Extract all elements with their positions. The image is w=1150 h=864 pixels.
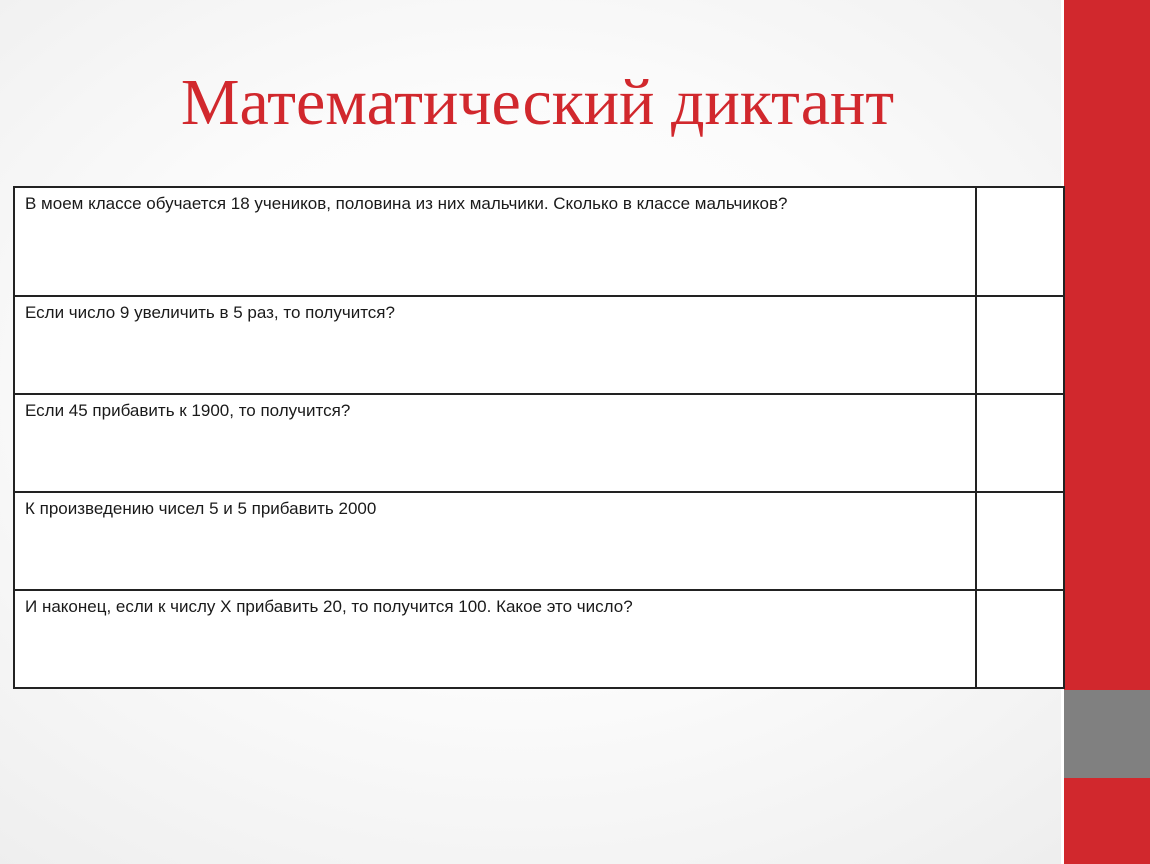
table-row <box>14 187 1064 296</box>
dictation-table <box>13 186 1065 689</box>
side-bar-red-bottom <box>1064 778 1150 864</box>
answer-cell[interactable] <box>976 296 1064 394</box>
answer-cell[interactable] <box>976 492 1064 590</box>
question-cell: И наконец, если к числу Х прибавить 20, то получится 100. Какое это число? <box>14 590 976 688</box>
question-cell: К произведению чисел 5 и 5 прибавить 2000 <box>14 492 976 590</box>
side-bar-gray <box>1064 690 1150 778</box>
answer-cell[interactable] <box>976 394 1064 492</box>
slide-title: Математический диктант <box>180 66 895 139</box>
answer-cell[interactable] <box>976 590 1064 688</box>
question-cell: Если число 9 увеличить в 5 раз, то получится? <box>14 296 976 394</box>
table-row <box>14 590 1064 688</box>
side-bar-red-top <box>1064 0 1150 690</box>
question-cell: Если 45 прибавить к 1900, то получится? <box>14 394 976 492</box>
table-row <box>14 296 1064 394</box>
table-row <box>14 492 1064 590</box>
question-cell: В моем классе обучается 18 учеников, половина из них мальчики. Сколько в классе мальчиков? <box>14 187 976 296</box>
table-row <box>14 394 1064 492</box>
answer-cell[interactable] <box>976 187 1064 296</box>
